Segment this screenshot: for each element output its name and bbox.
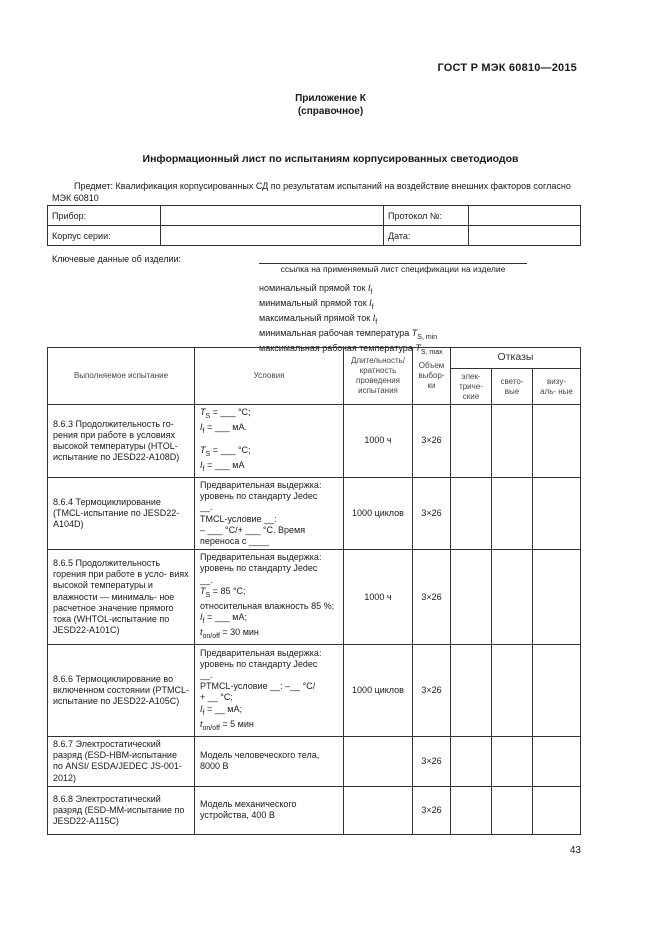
header-visual: визу- аль- ные xyxy=(533,369,581,405)
failures-light-cell[interactable] xyxy=(492,737,533,787)
test-name: 8.6.5 Продолжительность горения при работе в усло- виях высокой температуры и влажности — минималь- ное расчетное значение прямого тока (WHTOL-испытание по JESD22-A101C) xyxy=(48,550,195,645)
min-temp-line: минимальная рабочая температура $T_{S, min}$ xyxy=(259,328,438,342)
test-duration: 1000 ч xyxy=(344,405,413,478)
header-duration: Длительность/ кратность проведения испытания xyxy=(344,348,413,405)
test-conditions: Модель механического устройства, 400 В xyxy=(195,786,344,834)
max-temp-line: максимальная рабочая температура $T_{S, max}$ xyxy=(259,343,443,357)
test-sample: 3×26 xyxy=(413,786,451,834)
failures-visual-cell[interactable] xyxy=(533,478,581,550)
subject-text: Предмет: Квалификация корпусированных СД по результатам испытаний на воздействие внешних факторов согласно МЭК 60810 xyxy=(52,181,571,203)
failures-light-cell[interactable] xyxy=(492,786,533,834)
test-conditions: Предварительная выдержка: уровень по стандарту Jedec __. $T_S = 85$ °С; относительная влажность 85 %; $I_f$ = ___ мА; $t_{on/off} = 30$ мин xyxy=(195,550,344,645)
standard-header: ГОСТ Р МЭК 60810—2015 xyxy=(437,62,577,74)
failures-visual-cell[interactable] xyxy=(533,645,581,737)
test-conditions: Модель человеческого тела, 8000 В xyxy=(195,737,344,787)
test-name: 8.6.4 Термоциклирование (TMCL-испытание по JESD22-A104D) xyxy=(48,478,195,550)
header-test: Выполняемое испытание xyxy=(48,348,195,405)
table-row xyxy=(48,405,581,478)
appendix-title: Приложение К xyxy=(295,93,366,104)
failures-electrical-cell[interactable] xyxy=(451,405,492,478)
header-sample: Объем выбор- ки xyxy=(413,348,451,405)
failures-visual-cell[interactable] xyxy=(533,786,581,834)
test-conditions: Предварительная выдержка: уровень по стандарту Jedec __. PTMCL-условие __: –__ °С/ + __ °С; $I_f$ = __ мА; $t_{on/off} = 5$ мин xyxy=(195,645,344,737)
appendix-heading xyxy=(0,92,661,118)
test-table xyxy=(47,347,581,835)
info-table xyxy=(47,205,581,246)
date-field[interactable] xyxy=(469,226,581,246)
header-failures: Отказы xyxy=(451,348,581,369)
table-row xyxy=(48,645,581,737)
test-duration: 1000 циклов xyxy=(344,645,413,737)
min-current-line: минимальный прямой ток $I_f$ xyxy=(259,298,374,311)
key-data-label: Ключевые данные об изделии: xyxy=(52,254,182,264)
test-duration: 1000 циклов xyxy=(344,478,413,550)
failures-light-cell[interactable] xyxy=(492,405,533,478)
table-row xyxy=(48,737,581,787)
failures-electrical-cell[interactable] xyxy=(451,550,492,645)
header-electrical: элек- триче- ские xyxy=(451,369,492,405)
test-sample: 3×26 xyxy=(413,478,451,550)
failures-electrical-cell[interactable] xyxy=(451,786,492,834)
test-sample: 3×26 xyxy=(413,405,451,478)
failures-light-cell[interactable] xyxy=(492,645,533,737)
test-duration: 1000 ч xyxy=(344,550,413,645)
failures-light-cell[interactable] xyxy=(492,550,533,645)
table-row xyxy=(48,786,581,834)
table-row xyxy=(48,478,581,550)
device-label: Прибор: xyxy=(48,206,161,226)
test-name: 8.6.7 Электростатический разряд (ESD-HBM-испытание по ANSI/ ESDA/JEDEC JS-001-2012) xyxy=(48,737,195,787)
reference-caption: ссылка на применяемый лист спецификации на изделие xyxy=(280,264,506,274)
test-name: 8.6.3 Продолжительность го- рения при работе в условиях высокой температуры (HTOL-испытание по JESD22-A108D) xyxy=(48,405,195,478)
test-conditions: $T_S$ = ___ °С; $I_f$ = ___ мА. $T_S$ = ___ °С; $I_f$ = ___ мА xyxy=(195,405,344,478)
table-row xyxy=(48,550,581,645)
page-number: 43 xyxy=(569,845,581,856)
test-name: 8.6.8 Электростатический разряд (ESD-MM-испытание по JESD22-A115C) xyxy=(48,786,195,834)
series-label: Корпус серии: xyxy=(48,226,161,246)
test-duration[interactable] xyxy=(344,786,413,834)
date-label: Дата: xyxy=(384,226,469,246)
protocol-field[interactable] xyxy=(469,206,581,226)
test-name: 8.6.6 Термоциклирование во включенном состоянии (PTMCL-испытание по JESD22-A105C) xyxy=(48,645,195,737)
protocol-label: Протокол №: xyxy=(384,206,469,226)
nominal-current-line: номинальный прямой ток $I_f$ xyxy=(259,283,373,296)
series-field[interactable] xyxy=(161,226,384,246)
document-title: Информационный лист по испытаниям корпусированных светодиодов xyxy=(142,153,519,165)
test-conditions: Предварительная выдержка: уровень по стандарту Jedec __. TMCL-условие __: – ___ °С/+ ___ °С. Время переноса с ____ xyxy=(195,478,344,550)
appendix-note: (справочное) xyxy=(297,106,364,117)
header-conditions: Условия xyxy=(195,348,344,405)
failures-electrical-cell[interactable] xyxy=(451,737,492,787)
test-sample: 3×26 xyxy=(413,645,451,737)
test-sample: 3×26 xyxy=(413,550,451,645)
failures-visual-cell[interactable] xyxy=(533,550,581,645)
failures-electrical-cell[interactable] xyxy=(451,645,492,737)
failures-light-cell[interactable] xyxy=(492,478,533,550)
failures-visual-cell[interactable] xyxy=(533,405,581,478)
test-sample: 3×26 xyxy=(413,737,451,787)
test-duration[interactable] xyxy=(344,737,413,787)
header-light: свето- вые xyxy=(492,369,533,405)
failures-visual-cell[interactable] xyxy=(533,737,581,787)
max-current-line: максимальный прямой ток $I_f$ xyxy=(259,313,378,326)
device-field[interactable] xyxy=(161,206,384,226)
failures-electrical-cell[interactable] xyxy=(451,478,492,550)
